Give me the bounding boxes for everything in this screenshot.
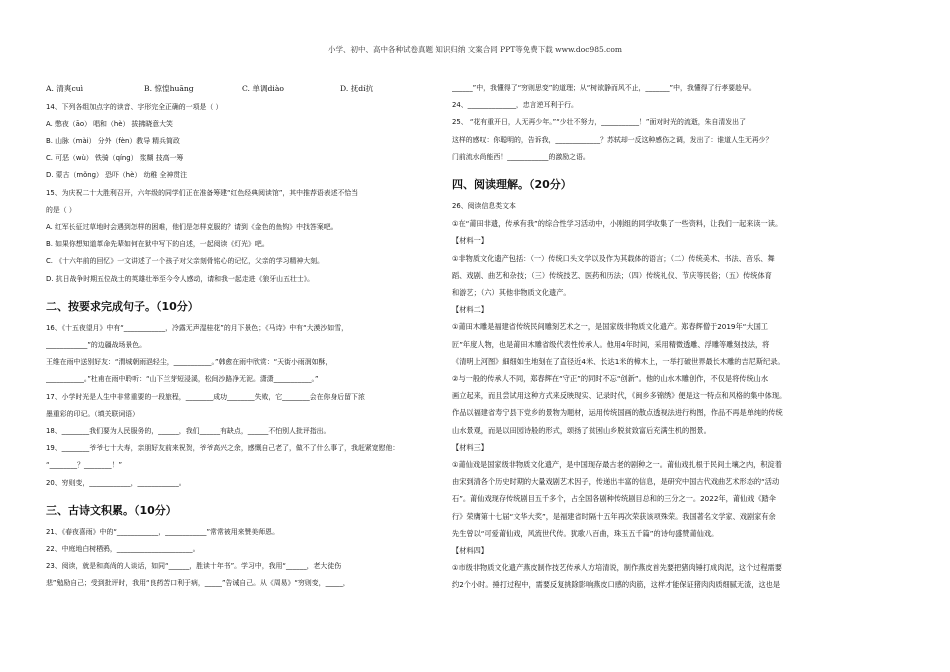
material-line: ①非物质文化遗产包括：（一）传统口头文学以及作为其载体的语言；（二）传统美术、书法、音乐、舞: [452, 253, 775, 263]
q14-option-d: D. 蒙古（mǒng） 恐吓（hè） 幼稚 全神贯注: [46, 171, 188, 180]
material-line: ①市级非物质文化遗产燕皮制作技艺传承人方培清说，制作燕皮首先要把猪肉锤打成肉泥，这个过程需要: [452, 563, 782, 573]
q15-option-a: A. 红军长征过草地时会遇到怎样的困难，他们是怎样克服的？请到《金色的鱼钩》中找答案吧。: [46, 223, 338, 232]
material-line: 蹈、戏剧、曲艺和杂技；（三）传统技艺、医药和历法；（四）传统礼仪、节庆等民俗；（五）传统体育: [452, 270, 772, 280]
section-3-title: 三、古诗文积累。（10分）: [46, 503, 177, 517]
sec2-line: 20、穷则变，____________，____________。: [46, 478, 186, 487]
sec3-line: 悲”勉励自己；受到批评时，我用“良药苦口利于病，_____”告诫自己。从《周易》“穷则变，_____，: [46, 579, 350, 588]
material-line: 画立起来，而且尝试用这种方式来反映现实、记录时代，《闽乡多锦绣》便是这一特点和风格的集中体现。: [452, 391, 787, 401]
right-top-line: ______”中，我懂得了“穷则思变”的道理；从“树欲静而风不止，_______”中，我懂得了行孝要趁早。: [452, 84, 756, 92]
material-line: 《清明上河图》細细如生地刻在了直径近4米、长达1米的樟木上，一举打破世界最长木雕的吉尼斯纪录。: [452, 356, 785, 366]
q14-option-a: A. 憋夜（āo） 唱和（hè） 拔拂晓意大笑: [46, 119, 173, 128]
material-line: 约2个小时。捶打过程中，需要反复挑除影响燕皮口感的肉筋，这样才能保证猪肉肉质细腻无渣，这也是: [452, 580, 781, 590]
sec3-line: 21、《春夜喜雨》中的“____________，____________”常常被用来赞美师恩。: [46, 527, 279, 536]
material-line: ②与一般的传承人不同，郑春辉在“守正”的同时不忘“创新”。他的山水木雕创作，不仅是将传统山水: [452, 374, 769, 384]
page-header: 小学、初中、高中各种试卷真题 知识归纳 文案合同 PPT等免费下载 www.doc985.com: [328, 45, 622, 54]
q14-option-c: C. 可恶（wù） 铁骑（qíng） 浆糊 技高一筹: [46, 154, 184, 163]
reading-materials: [452, 215, 864, 593]
sec2-line: 18、________我们要为人民服务的，______，我们______有缺点，______不怕别人批评指出。: [46, 427, 331, 436]
material-line: 山水景观，而是以田园诗般的形式，颂扬了贫困山乡脱贫致富后充满生机的图景。: [452, 425, 711, 435]
material-line: ①莆田木雕是福建省传统民间雕刻艺术之一，是国家级非物质文化遗产。郑春辉僧于2019年“大国工: [452, 322, 768, 332]
q13-option-d: D. 抚dí抗: [340, 84, 374, 93]
material-line: 先生曾以“可爱莆仙戏，风流世代传。犹歌八百曲，珠玉五千篇”的诗句盛赞莆仙戏。: [452, 528, 719, 538]
q15-option-d: D. 抗日战争时期五位战士的英雄壮举至今令人感动，请和我一起走进《狼牙山五壮士》。: [46, 274, 315, 283]
q14-option-b: B. 山脉（mài） 分外（fèn）教导 精兵简政: [46, 137, 180, 145]
material-line: 【材料一】: [452, 236, 488, 246]
material-line: 【材料二】: [452, 305, 488, 315]
sec3-line: 22、中庭地白树栖鸦，______________________。: [46, 545, 200, 554]
left-column: [46, 80, 450, 593]
material-line: 【材料三】: [452, 442, 488, 452]
section-2-title: 二、按要求完成句子。（10分）: [46, 299, 199, 313]
q13-option-b: B. 惊惶huāng: [144, 84, 194, 93]
sec2-line: “________？________！”: [46, 461, 123, 470]
material-line: 匠”年度人物，也是莆田木雕省级代表性传承人。他用4年时间，采用精微透雕、浮雕等雕刻技法，将: [452, 339, 770, 349]
material-line: 石”。莆仙戏现存传统剧目五千多个，占全国各剧种传统剧目总和的三分之一。2022年，莆仙戏《踏伞: [452, 494, 776, 504]
right-column: [452, 80, 864, 594]
section-4-title: 四、阅读理解。（20分）: [452, 178, 572, 192]
right-top-line: 25、 “花有重开日，人无再少年。”“少壮不努力，___________！”面对时光的流逝，朱自清发出了: [452, 118, 746, 127]
sec2-line: 16、《十五夜望月》中有“____________，冷露无声湿桂花”的月下景色；《马诗》中有“大漠沙如雪，: [46, 323, 348, 332]
right-top-line: 24、______________，忠言逆耳利于行。: [452, 101, 578, 110]
sec2-line: ____________”的边疆战场景色。: [46, 341, 147, 350]
sec2-line: 墨重彩的印记。（填关联词语）: [46, 409, 140, 418]
sec4-subtitle: 26、阅读信息类文本: [452, 202, 516, 211]
material-line: 和游艺；（六）其他非物质文化遗产。: [452, 288, 571, 298]
right-top-line: 这样的感叹：你聪明的，告诉我，_____________？苏轼却一反这种感伤之调，发出了：谁道人生无再少？: [452, 135, 773, 144]
q13-option-c: C. 单调diào: [242, 84, 284, 93]
q15-option-b: B. 如果你想知道革命先辈如何在狱中写下的自述，一起阅读《灯光》吧。: [46, 240, 269, 249]
material-line: 【材料四】: [452, 546, 488, 556]
sec3-line: 23、阅读，就是和高尚的人谈话，如同“______，胜读十年书”。学习中，我用“______，老大徒伤: [46, 562, 342, 571]
q13-option-a: A. 清爽cuì: [46, 84, 84, 93]
q13-options: [46, 80, 450, 99]
sec2-line: 王维在雨中送别好友：“渭城朝雨浥轻尘，___________。”韩愈在雨中欣赏：“天街小雨润如酥，: [46, 358, 333, 367]
material-line: 作品以福建省寿宁县下党乡的景物为题材，运用传统国画的散点透视法进行构图，作品不再是单纯的传统: [452, 408, 783, 418]
q15-stem-1: 15、为庆祝二十大胜利召开，六年级的同学们正在准备筹建“红色经典阅读馆”，其中推荐语表述不恰当: [46, 188, 359, 197]
sec2-line: ___________。”杜甫在雨中聆听：“山下兰芽短浸溪，松间沙路净无泥。潇潇___________。”: [46, 375, 319, 384]
material-line: ①莆仙戏是国家级非物质文化遗产，是中国现存最古老的剧种之一。莆仙戏扎根于民间土壤之内，积淀着: [452, 460, 782, 470]
right-top-line: 门前流水尚能西！____________的激励之语。: [452, 152, 590, 161]
material-line: 行》荣膺第十七届“文华大奖”，是福建省时隔十五年再次荣获该项殊荣。我国著名文学家、戏剧家有余: [452, 511, 776, 521]
q15-stem-2: 的是（ ）: [46, 205, 76, 214]
sec2-line: 17、小学时光是人生中非常重要的一段旅程，________成功________失败，它________会在你身后留下浓: [46, 392, 365, 401]
material-line: 由宋到清各个历史时期的大量戏剧艺术因子，传递出丰富的信息，是研究中国古代戏曲艺术形态的“活动: [452, 477, 780, 487]
sec2-line: 19、________爷爷七十大寿，亲朋好友前来祝贺，爷爷高兴之余，感慨自己老了，做不了什么事了，我赶紧宽慰他：: [46, 444, 400, 453]
q14-stem: 14、下列各组加点字的读音、字形完全正确的一项是（ ）: [46, 102, 223, 111]
material-line: ①在“莆田非遗，传承有我”的综合性学习活动中，小刚组的同学收集了一些资料，让我们一起来读一读。: [452, 219, 783, 229]
q15-option-c: C. 《十六年前的回忆》一文讲述了一个孩子对父亲刻骨铭心的记忆，父亲的学习精神大刻。: [46, 257, 324, 266]
